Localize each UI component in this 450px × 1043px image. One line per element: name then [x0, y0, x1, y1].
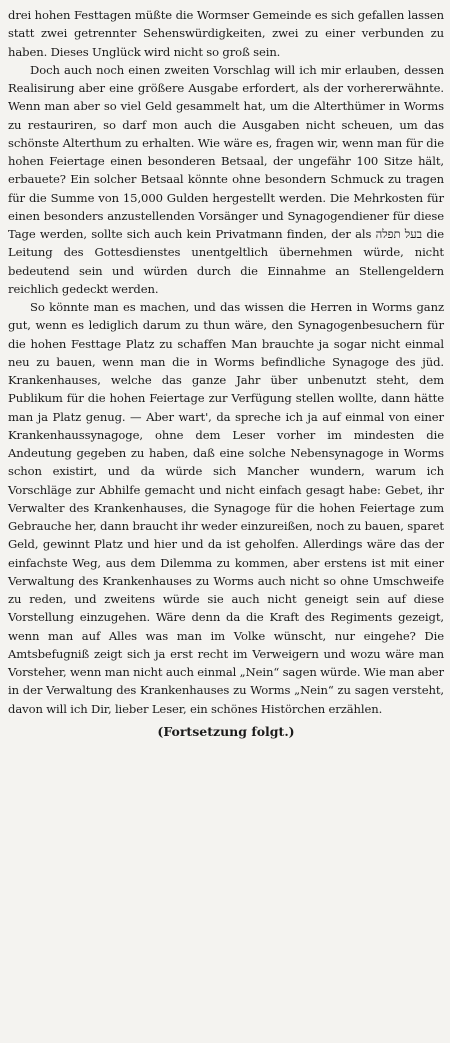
article-paragraph-3: So könnte man es machen, und das wissen die Herren in Worms ganz gut, wenn es lediglich darum zu thun wäre, den Synagogenbesuchern für die hohen Festtage Platz zu schaffen Man brauchte ja sogar nicht einmal neu zu bauen, wenn man die in Worms befindliche Synagoge des jüd. Krankenhauses, welche das ganze Jahr über unbenutzt steht, dem Publikum für die hohen Feiertage zur Verfügung stellen wollte, dann hätte man ja Platz genug. — Aber wart', da spreche ich ja auf einmal von einer Krankenhaussynagoge, ohne dem Leser vorher im mindesten die Andeutung gegeben zu haben, daß eine solche Nebensynagoge in Worms schon existirt, und da würde sich Mancher wundern, warum ich Vorschläge zur Abhilfe gemacht und nicht einfach gesagt habe: Gebet, ihr Verwalter des Krankenhauses, die Synagoge für die hohen Feiertage zum Gebrauche her, dann braucht ihr weder einzureißen, noch zu bauen, sparet Geld, gewinnt Platz und hier und da ist geholfen. Allerdings wäre das der einfachste Weg, aus dem Dilemma zu kommen, aber erstens ist mit einer Verwaltung des Krankenhauses zu Worms auch nicht so ohne Umschweife zu reden, und zweitens würde sie auch nicht geneigt sein auf diese Vorstellung einzugehen. Wäre denn da die Kraft des Regiments gezeigt, wenn man auf Alles was man im Volke wünscht, nur eingehe? Die Amtsbefugniß zeigt sich ja erst recht im Verweigern und wozu wäre man Vorsteher, wenn man nicht auch einmal „Nein“ sagen würde. Wie man aber in der Verwaltung des Krankenhauses zu Worms „Nein“ zu sagen versteht, davon will ich Dir, lieber Leser, ein schönes Histörchen erzählen. [8, 300, 444, 716]
article-paragraph-2: Doch auch noch einen zweiten Vorschlag will ich mir erlauben, dessen Realisirung aber eine größere Ausgabe erfordert, als der vorhererwähnte. Wenn man aber so viel Geld gesammelt hat, um die Alterthümer in Worms zu restauriren, so darf mon auch die Ausgaben nicht scheuen, um das schönste Alterthum zu erhalten. Wie wäre es, fragen wir, wenn man für die hohen Feiertage einen besonderen Betsaal, der ungefähr 100 Sitze hält, erbauete? Ein solcher Betsaal könnte ohne besondern Schmuck zu tragen für die Summe von 15,000 Gulden hergestellt werden. Die Mehrkosten für einen besonders anzustellenden Vorsänger und Synagogendiener für diese Tage werden, sollte sich auch kein Privatmann finden, der als בעל תפלה die Leitung des Gottesdienstes unentgeltlich übernehmen würde, nicht bedeutend sein und würden durch die Einnahme an Stellengeldern reichlich gedeckt werden. [8, 62, 445, 296]
continuation-note: (Fortsetzung folgt.) [157, 723, 295, 739]
article-paragraph-1: drei hohen Festtagen müßte die Wormser Gemeinde es sich gefallen lassen statt zwei getrennter Sehenswürdigkeiten, zwei zu einer verbunden zu haben. Dieses Unglück wird nicht so groß sein. [8, 8, 444, 59]
